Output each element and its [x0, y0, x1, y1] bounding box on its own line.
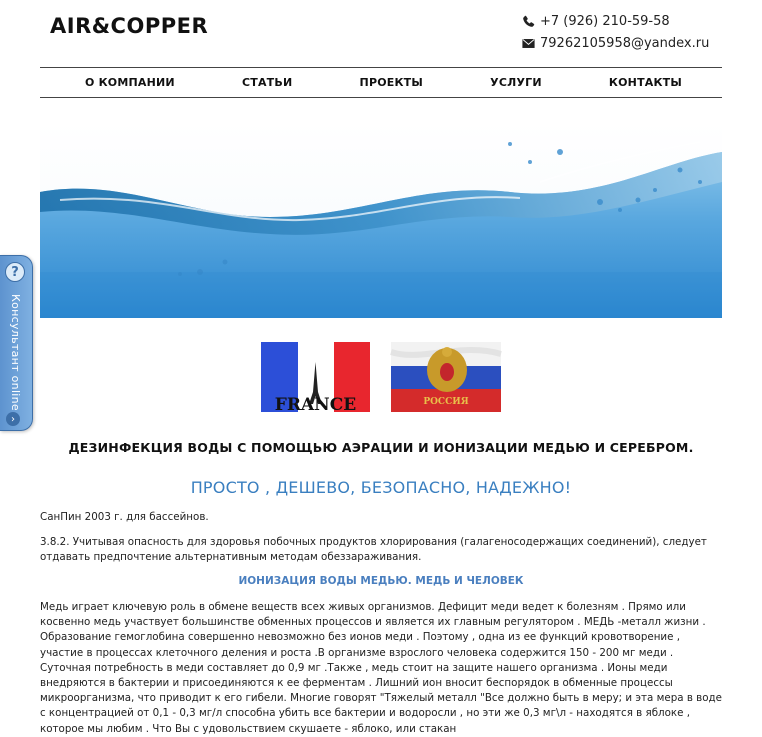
consultant-online-label: Консультант online: [9, 294, 22, 412]
article-title: ДЕЗИНФЕКЦИЯ ВОДЫ С ПОМОЩЬЮ АЭРАЦИИ И ИОНИЗАЦИИ МЕДЬЮ И СЕРЕБРОМ.: [68, 440, 694, 455]
chevron-right-icon[interactable]: ›: [6, 412, 20, 426]
paragraph-copper: Медь играет ключевую роль в обмене веществ всех живых организмов. Дефицит меди ведет к болезням . Прямо или косвенно медь участвует большинстве обменных процессов и является их главным регулятором . МЕДЬ -металл жизни . Образование гемоглобина совершенно невозможно без ионов меди . Поэтому , одна из ее функций кровотворение , участие в процессах клеточного деления и роста .В организме взрослого человека содержится 150 - 200 мг меди . Суточная потребность в меди составляет до 0,9 мг .Также , медь стоит на защите нашего организма . Ионы меди внедряются в бактерии и присоединяются к ее ферментам . Лишний ион вносит беспорядок в обменные процессы микроорганизма, что приводит к его гибели. Многие говорят "Тяжелый металл "Все должно быть в меру; и эта мера в воде с концентрацией от 0,1 - 0,3 мг/л способна убить все бактерии и водоросли , но эти же 0,3 мг\л - находятся в яблоке , которое мы любим . Что Вы с удовольствием скушаете - яблоко, или стакан: [40, 601, 723, 735]
water-hero-image: [40, 122, 722, 318]
nav-item-articles[interactable]: СТАТЬИ: [241, 76, 293, 89]
nav-item-company[interactable]: О КОМПАНИИ: [85, 76, 175, 89]
email-row[interactable]: [522, 32, 722, 54]
article-slogan: ПРОСТО , ДЕШЕВО, БЕЗОПАСНО, НАДЕЖНО!: [190, 478, 572, 497]
phone-icon: [522, 15, 535, 28]
russia-flag-label: РОССИЯ: [423, 397, 469, 407]
nav-item-projects[interactable]: ПРОЕКТЫ: [359, 76, 423, 89]
main-nav: [40, 67, 722, 98]
paragraph-sanpin: СанПин 2003 г. для бассейнов.: [40, 511, 209, 523]
france-flag-label: FRANCE: [274, 395, 357, 415]
phone-number: +7 (926) 210-59-58: [540, 13, 670, 29]
consultant-online-widget[interactable]: [0, 255, 33, 431]
email-address: 79262105958@yandex.ru: [540, 35, 710, 51]
site-logo[interactable]: AIR&COPPER: [50, 14, 209, 38]
russia-flag-image[interactable]: [391, 342, 501, 412]
contacts-block: [522, 10, 722, 54]
section-subheading: ИОНИЗАЦИЯ ВОДЫ МЕДЬЮ. МЕДЬ И ЧЕЛОВЕК: [238, 575, 524, 587]
phone-row[interactable]: [522, 10, 722, 32]
france-flag-image[interactable]: [261, 342, 370, 415]
paragraph-sanpin-rule: 3.8.2. Учитывая опасность для здоровья побочных продуктов хлорирования (галагеносодержащих соединений), следует отдавать предпочтение альтернативным методам обеззараживания.: [40, 536, 707, 564]
envelope-icon: [522, 38, 535, 49]
nav-item-contacts[interactable]: КОНТАКТЫ: [608, 76, 682, 89]
nav-item-services[interactable]: УСЛУГИ: [490, 76, 542, 89]
help-question-icon: ?: [5, 262, 25, 282]
